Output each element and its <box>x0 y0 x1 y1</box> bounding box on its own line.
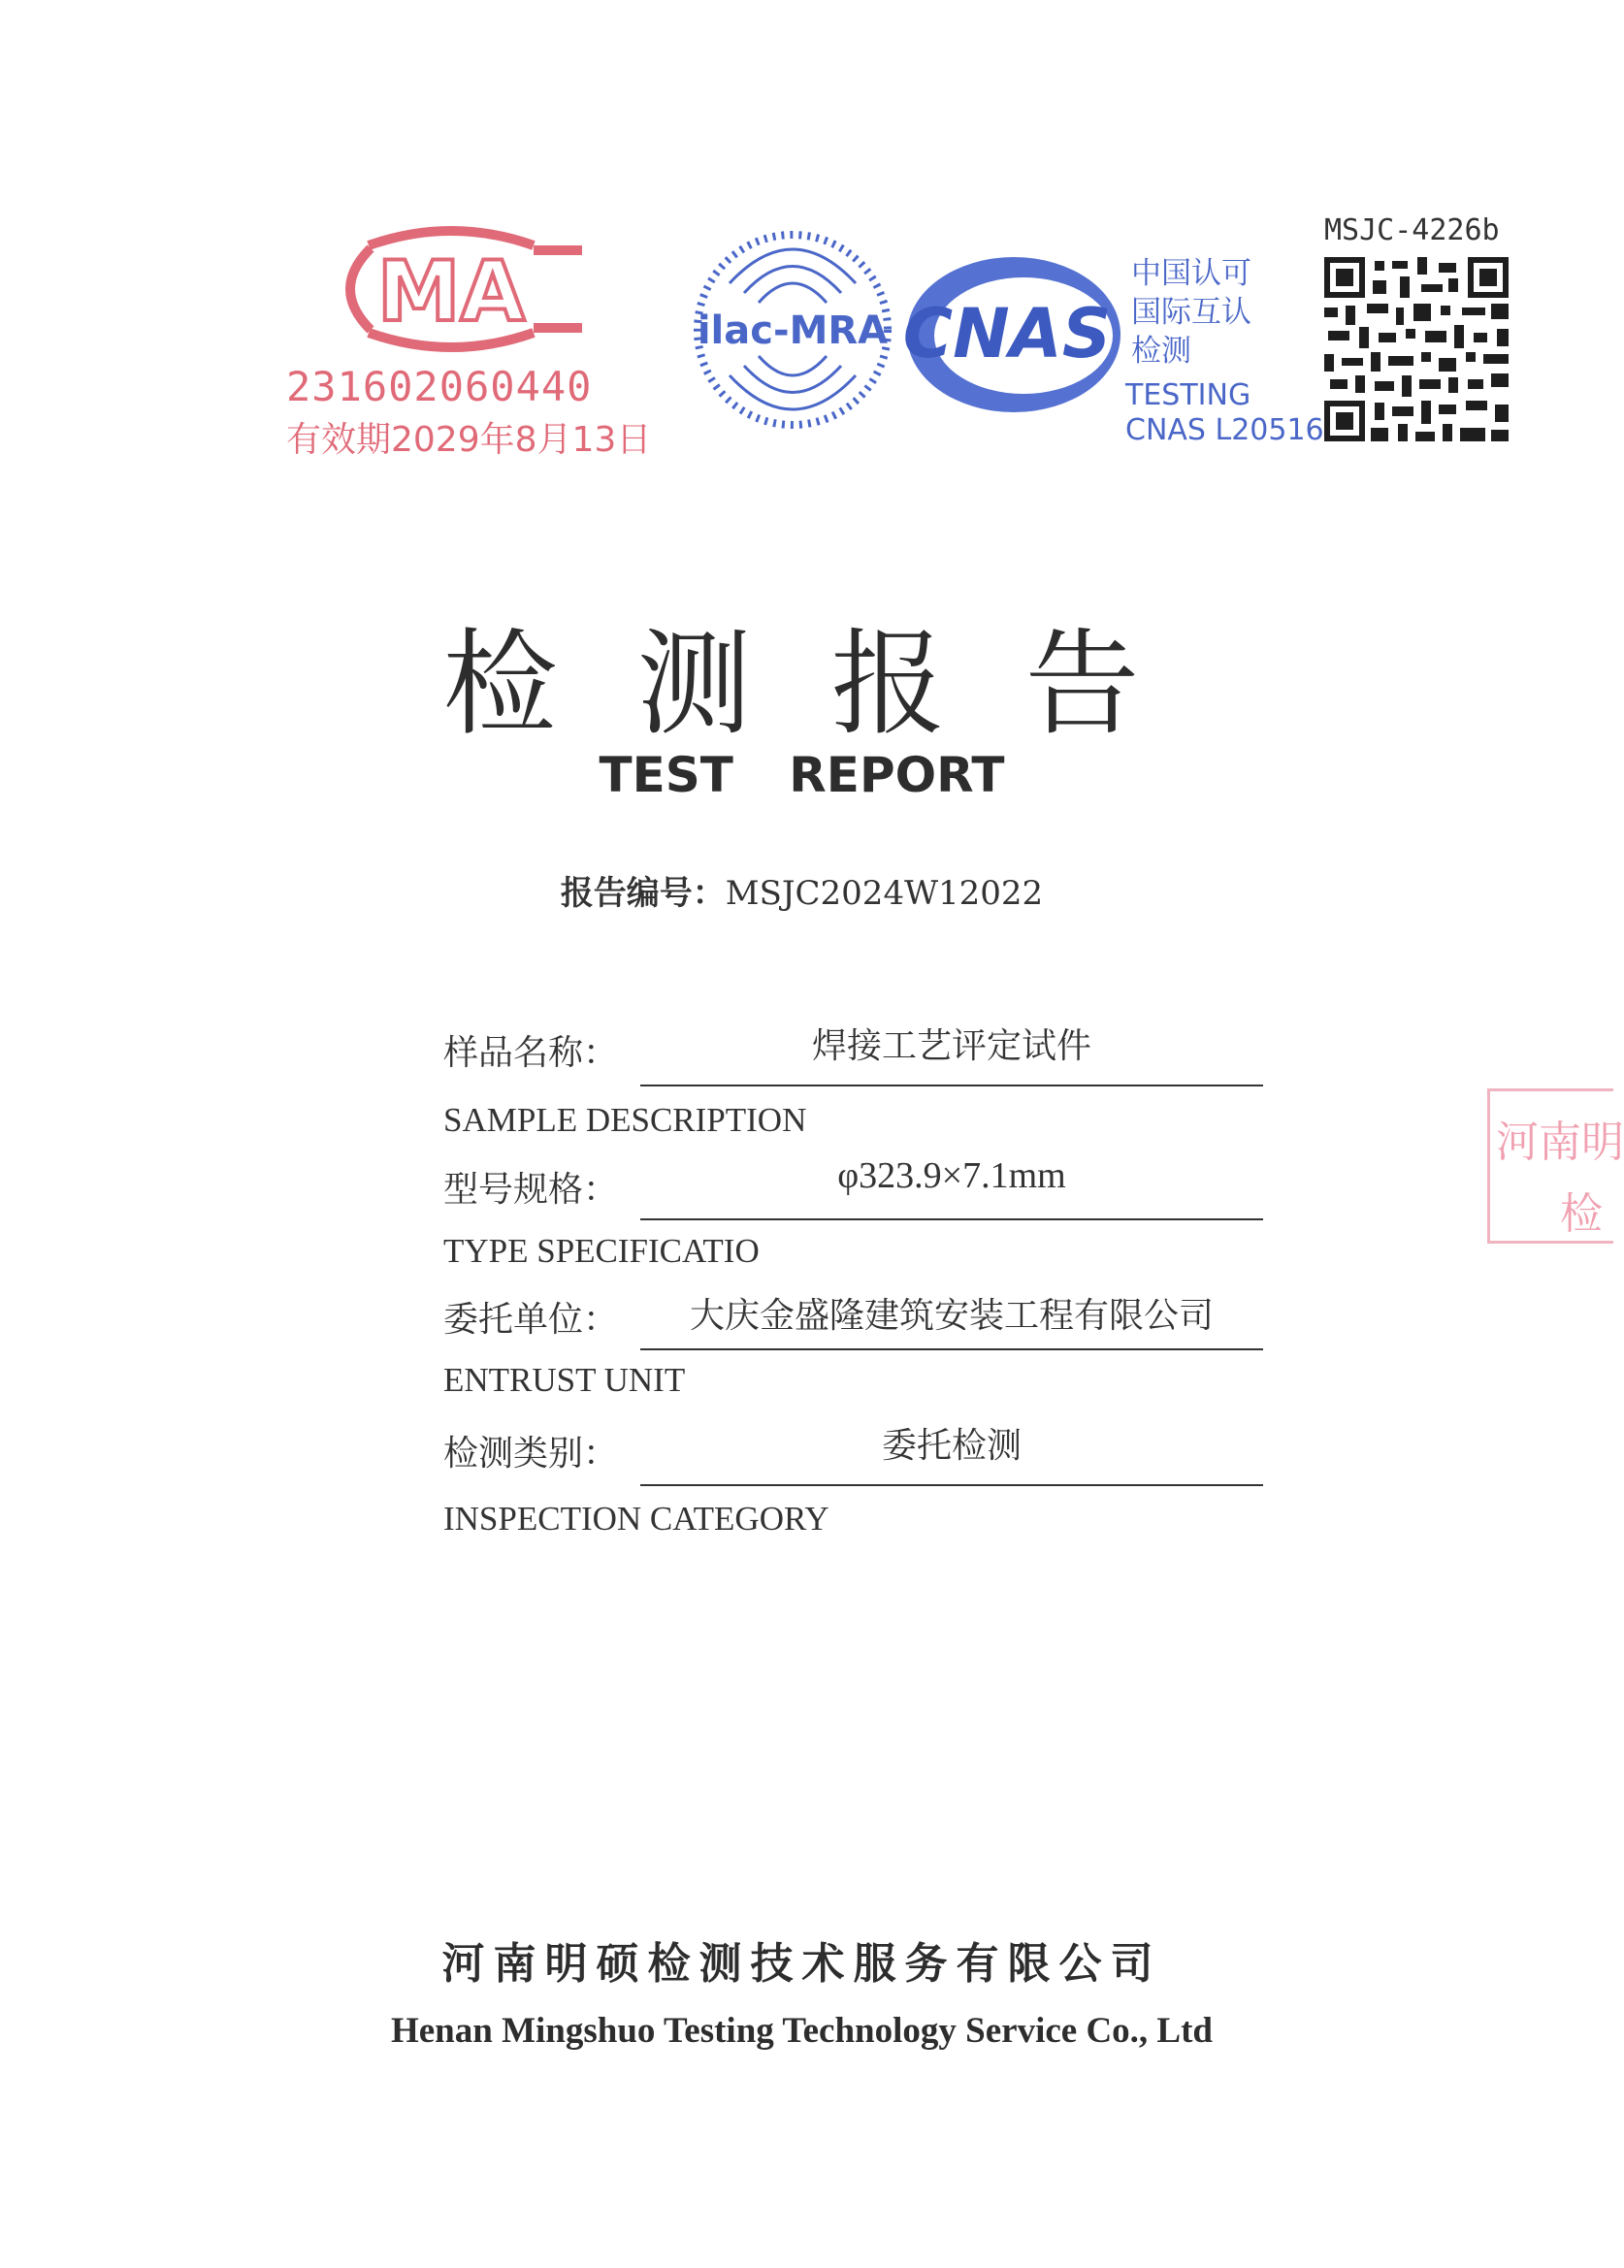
inspection-category-value: 委托检测 <box>881 1426 1022 1466</box>
qr-code-icon <box>1324 257 1509 441</box>
inspection-category-en-label: INSPECTION CATEGORY <box>443 1500 829 1538</box>
cnas-cn-line: 国际互认 <box>1131 295 1251 330</box>
cma-number: 231602060440 <box>286 363 593 410</box>
sample-name-value: 焊接工艺评定试件 <box>811 1026 1091 1066</box>
type-spec-label: 型号规格： <box>443 1170 619 1210</box>
side-stamp-line: 河南明 <box>1496 1118 1624 1167</box>
sample-description-label: SAMPLE DESCRIPTION <box>443 1101 807 1139</box>
cnas-code: CNAS L20516 <box>1125 413 1324 447</box>
type-spec-value: φ323.9×7.1mm <box>837 1155 1066 1196</box>
svg-text:MA: MA <box>376 243 526 340</box>
entrust-unit-en-label: ENTRUST UNIT <box>443 1361 686 1399</box>
type-specification-label: TYPE SPECIFICATIO <box>443 1232 760 1270</box>
report-number-value: MSJC2024W12022 <box>725 874 1044 913</box>
svg-text:ilac-MRA: ilac-MRA <box>697 308 889 353</box>
inspection-category-underline <box>640 1484 1263 1486</box>
cma-validity: 有效期2029年8月13日 <box>286 420 652 460</box>
sample-name-label: 样品名称： <box>443 1033 619 1073</box>
report-number <box>0 866 1604 914</box>
ilac-mra-icon <box>691 225 894 434</box>
company-name-cn: 河南明硕检测技术服务有限公司 <box>441 1939 1162 1989</box>
cnas-testing-label: TESTING <box>1125 378 1251 412</box>
qr-code-label: MSJC-4226b <box>1324 213 1500 247</box>
cnas-cn-line: 检测 <box>1131 334 1191 369</box>
cnas-testing-text <box>1125 378 1324 448</box>
entrust-unit-underline <box>640 1348 1263 1350</box>
page-title-cn: 检测报告 <box>442 617 1219 751</box>
page-title-en: TEST REPORT <box>599 747 1005 803</box>
report-number-label: 报告编号： <box>560 874 726 913</box>
cma-logo-icon <box>310 221 592 357</box>
side-seal-stamp <box>1487 1088 1624 1244</box>
sample-name-underline <box>640 1085 1263 1086</box>
side-stamp-line: 检 <box>1560 1189 1603 1239</box>
inspection-category-label: 检测类别： <box>443 1434 619 1474</box>
type-spec-underline <box>640 1218 1263 1220</box>
svg-text:CNAS: CNAS <box>902 294 1112 373</box>
entrust-unit-value: 大庆金盛隆建筑安装工程有限公司 <box>689 1296 1214 1336</box>
cnas-cn-line: 中国认可 <box>1131 256 1251 291</box>
cnas-cn-text <box>1131 254 1251 371</box>
cnas-logo-icon <box>893 250 1130 420</box>
cma-seal <box>286 221 652 464</box>
entrust-unit-label: 委托单位： <box>443 1300 619 1340</box>
company-name-en: Henan Mingshuo Testing Technology Service Co., Ltd <box>390 2011 1214 2051</box>
